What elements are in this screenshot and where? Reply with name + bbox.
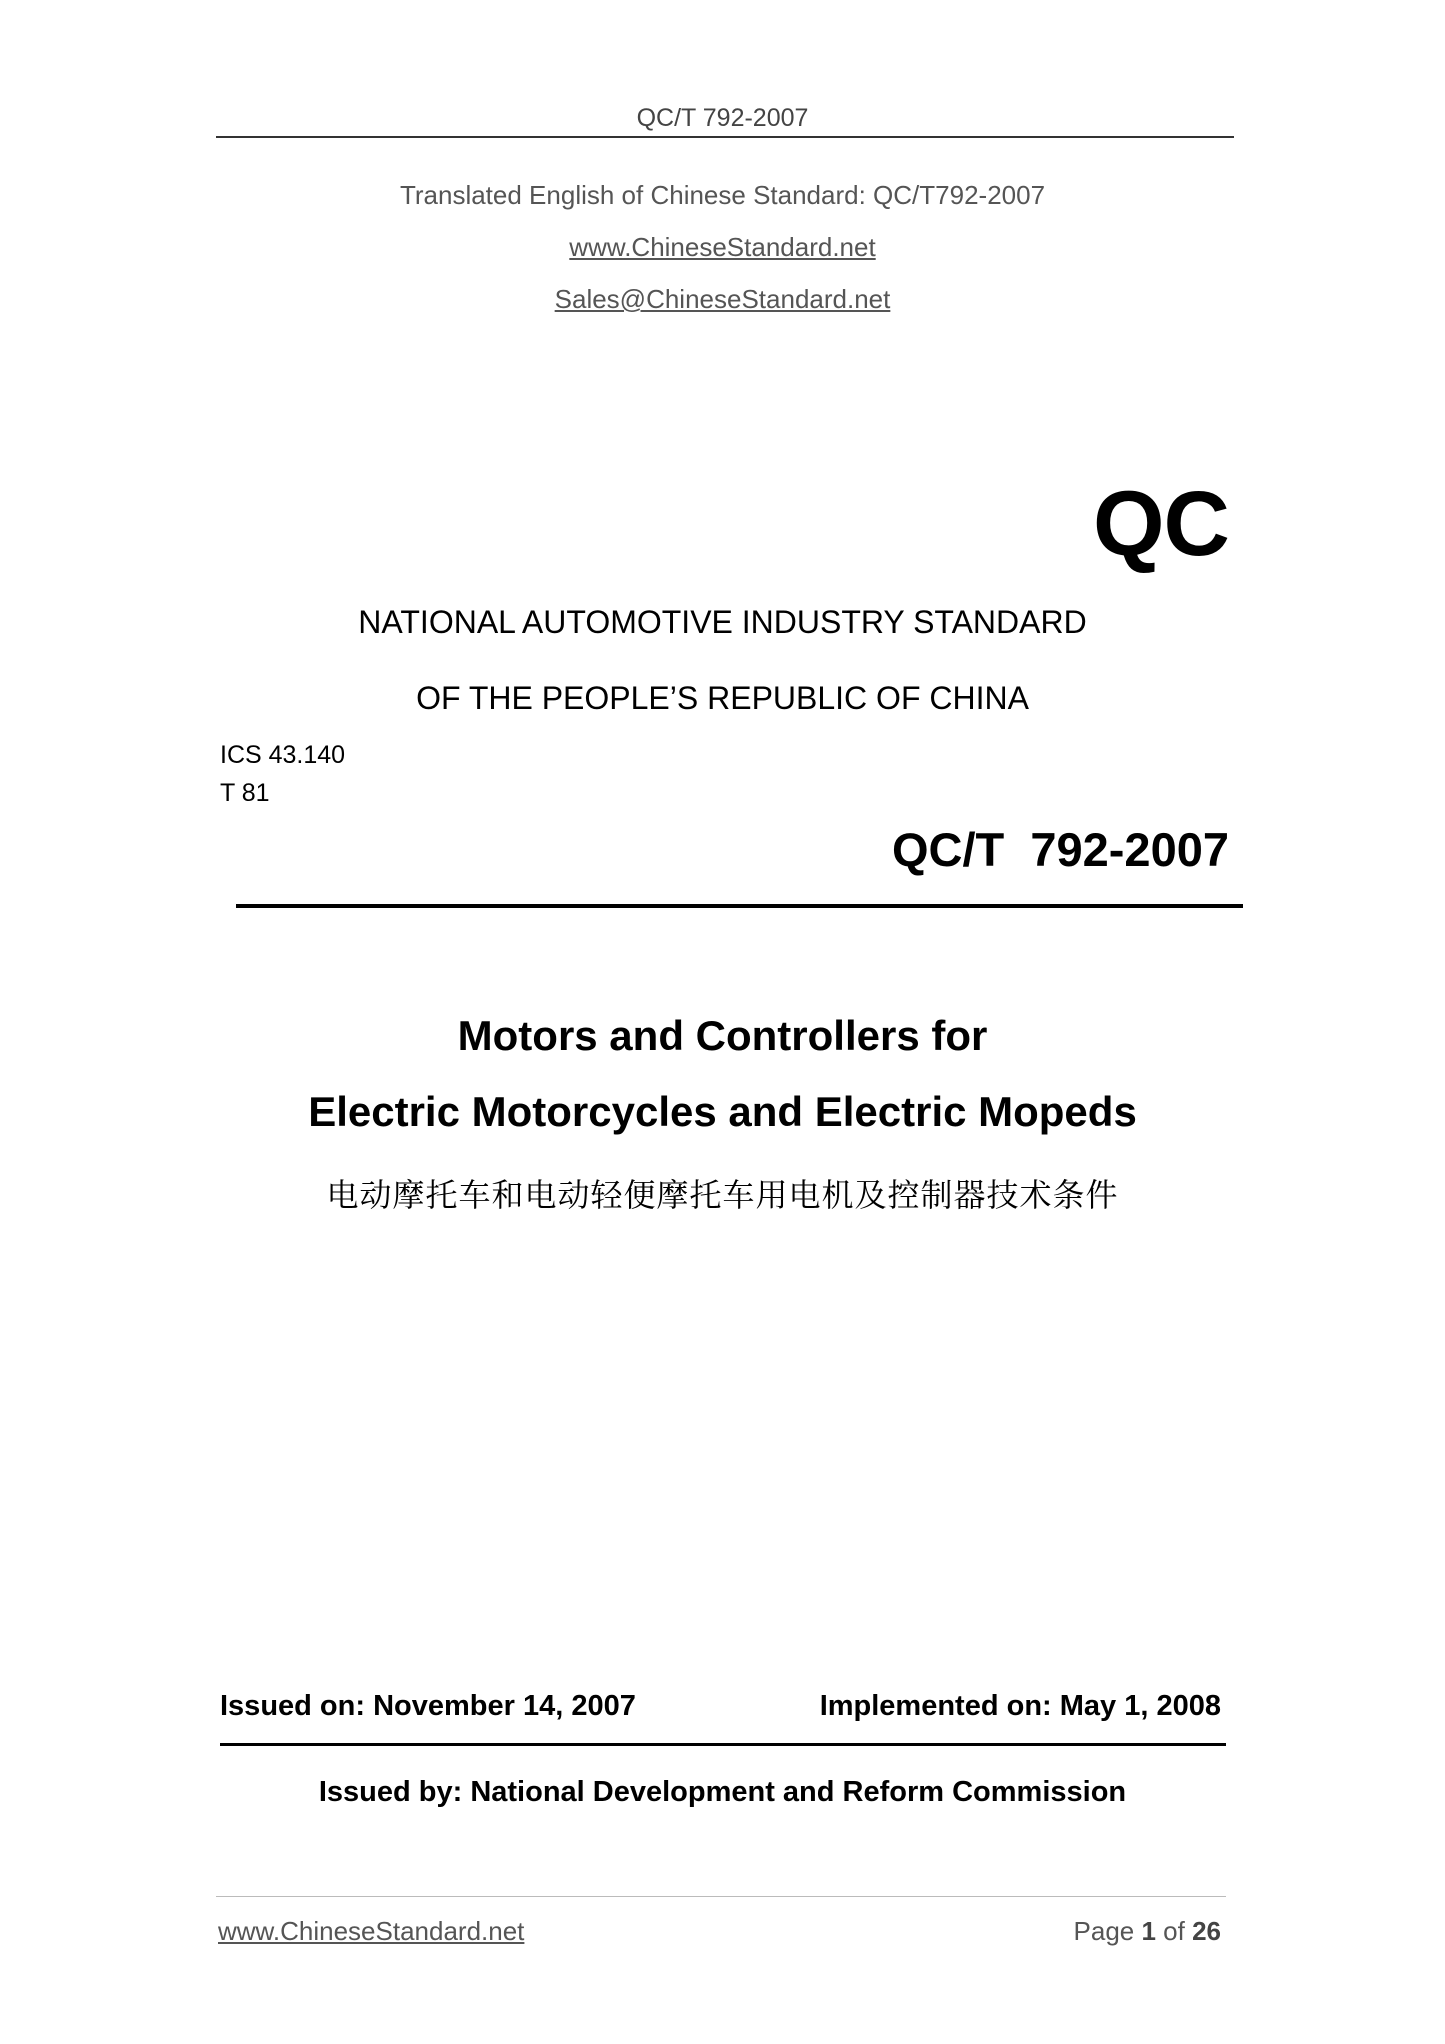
header-divider bbox=[216, 136, 1234, 138]
title-divider bbox=[236, 904, 1243, 908]
footer-website-link[interactable]: www.ChineseStandard.net bbox=[218, 1916, 525, 1946]
translation-notice: Translated English of Chinese Standard: QC/T792-2007 bbox=[399, 180, 1046, 210]
implemented-on-date: Implemented on: May 1, 2008 bbox=[819, 1690, 1221, 1722]
ccs-code: T 81 bbox=[220, 779, 270, 807]
email-link[interactable]: Sales@ChineseStandard.net bbox=[554, 284, 891, 314]
ics-code: ICS 43.140 bbox=[220, 741, 346, 769]
website-link[interactable]: www.ChineseStandard.net bbox=[569, 232, 876, 262]
page-total: 26 bbox=[1192, 1916, 1221, 1946]
page-prefix: Page bbox=[1073, 1916, 1142, 1946]
page-middle: of bbox=[1155, 1916, 1193, 1946]
title-line-1: Motors and Controllers for bbox=[457, 1012, 988, 1059]
issuing-authority-line-1: NATIONAL AUTOMOTIVE INDUSTRY STANDARD bbox=[358, 604, 1087, 640]
footer-divider bbox=[216, 1896, 1226, 1897]
page-indicator bbox=[1074, 1916, 1221, 1947]
chinese-title: 电动摩托车和电动轻便摩托车用电机及控制器技术条件 bbox=[326, 1176, 1119, 1214]
issuing-authority-line-2: OF THE PEOPLE’S REPUBLIC OF CHINA bbox=[416, 680, 1029, 716]
issued-on-date: Issued on: November 14, 2007 bbox=[220, 1690, 636, 1722]
issuing-body: Issued by: National Development and Reform Commission bbox=[318, 1776, 1127, 1808]
dates-divider bbox=[220, 1743, 1226, 1746]
running-header: QC/T 792-2007 bbox=[636, 104, 809, 132]
standard-type-mark: QC bbox=[1093, 473, 1229, 575]
title-line-2: Electric Motorcycles and Electric Mopeds bbox=[308, 1088, 1137, 1135]
page-current: 1 bbox=[1141, 1916, 1156, 1946]
standard-number: QC/T 792-2007 bbox=[891, 823, 1229, 876]
